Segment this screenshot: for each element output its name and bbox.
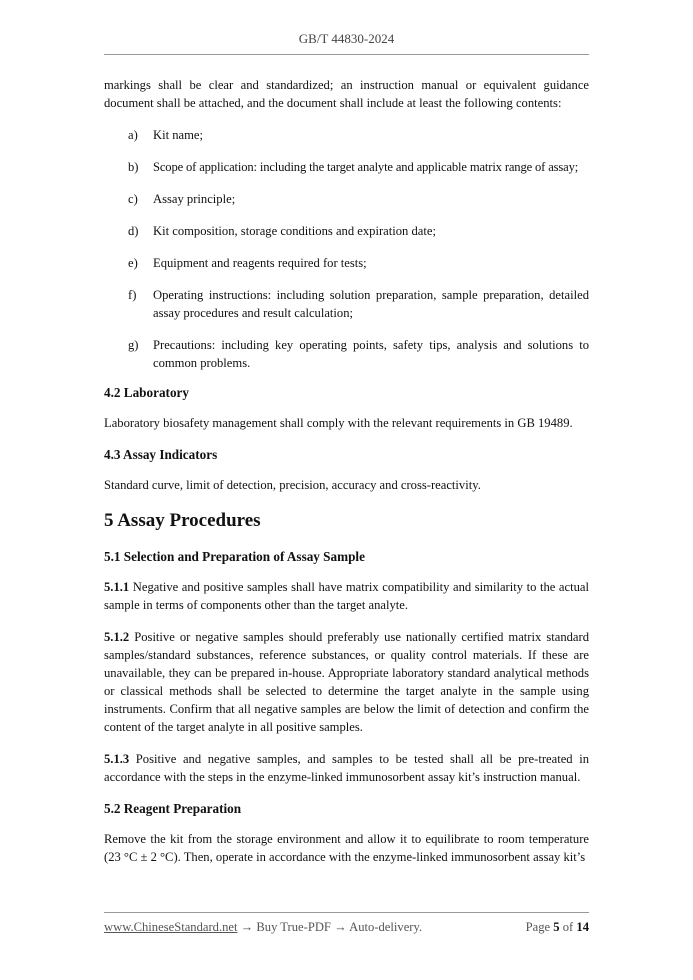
list-marker: g) — [128, 338, 139, 352]
list-item — [104, 158, 589, 176]
section-4-3-body: Standard curve, limit of detection, precision, accuracy and cross-reactivity. — [104, 478, 481, 492]
clause-text: Positive or negative samples should preferably use nationally certified matrix standard samples/standard substances, reference substances, or quality control materials. If these are unavailable, they can be prepared in-house. Appropriate laboratory standard analytical methods or classical methods shall be selected to determine the target analyte in the sample using instruments. Confirm that all negative samples are below the limit of detection and confirm the content of the target analyte in all positive samples. — [104, 630, 589, 734]
clause-number: 5.1.1 — [104, 580, 130, 594]
page-body — [104, 76, 589, 866]
section-heading-5-2: 5.2 Reagent Preparation — [104, 801, 242, 816]
page-label: Page — [525, 920, 551, 934]
clause-text: Positive and negative samples, and samples to be tested shall all be pre-treated in accordance with the steps in the enzyme-linked immunosorbent assay kit’s instruction manual. — [104, 752, 589, 784]
clause-number: 5.1.2 — [104, 630, 130, 644]
list-text: Precautions: including key operating points, safety tips, analysis and solutions to common problems. — [153, 338, 589, 370]
list-item — [104, 336, 589, 372]
clause-5-1-2 — [104, 628, 589, 736]
list-item — [104, 190, 589, 208]
list-item — [104, 254, 589, 272]
chapter-heading-5: 5 Assay Procedures — [104, 510, 261, 531]
list-marker: d) — [128, 224, 139, 238]
footer-promo — [104, 920, 422, 935]
list-marker: c) — [128, 192, 138, 206]
of-label: of — [562, 920, 574, 934]
section-heading-4-2: 4.2 Laboratory — [104, 385, 189, 400]
footer-divider — [104, 912, 589, 913]
list-item — [104, 222, 589, 240]
list-item — [104, 126, 589, 144]
section-heading-5-1: 5.1 Selection and Preparation of Assay Sample — [104, 549, 365, 564]
clause-number: 5.1.3 — [104, 752, 130, 766]
section-4-2-body: Laboratory biosafety management shall comply with the relevant requirements in GB 19489. — [104, 416, 573, 430]
page-footer — [104, 920, 589, 935]
section-heading-4-3: 4.3 Assay Indicators — [104, 447, 218, 462]
section-5-2-body: Remove the kit from the storage environment and allow it to equilibrate to room temperature (23 °C ± 2 °C). Then, operate in accordance with the enzyme-linked immunosorbent assay kit’s — [104, 832, 589, 864]
list-text: Operating instructions: including solution preparation, sample preparation, detailed assay procedures and result calculation; — [153, 288, 589, 320]
list-text: Assay principle; — [153, 192, 236, 206]
list-marker: b) — [128, 160, 139, 174]
clause-text: Negative and positive samples shall have matrix compatibility and similarity to the actual sample in terms of components other than the target analyte. — [104, 580, 589, 612]
clause-5-1-3 — [104, 750, 589, 786]
site-link[interactable]: www.ChineseStandard.net — [104, 920, 238, 934]
list-marker: e) — [128, 256, 138, 270]
promo-text: → Buy True-PDF → Auto-delivery. — [237, 920, 423, 934]
list-text: Equipment and reagents required for tests; — [153, 256, 367, 270]
page-header: GB/T 44830-2024 — [298, 31, 395, 46]
contents-list — [104, 126, 589, 372]
total-pages: 14 — [576, 920, 589, 934]
list-text: Scope of application: including the target analyte and applicable matrix range of assay; — [153, 160, 579, 174]
list-text: Kit name; — [153, 128, 204, 142]
list-marker: f) — [128, 288, 137, 302]
list-item — [104, 286, 589, 322]
header-divider — [104, 54, 589, 55]
intro-paragraph: markings shall be clear and standardized; an instruction manual or equivalent guidance document shall be attached, and the document shall include at least the following contents: — [104, 78, 589, 110]
page-indicator — [526, 920, 589, 935]
list-text: Kit composition, storage conditions and expiration date; — [153, 224, 436, 238]
clause-5-1-1 — [104, 578, 589, 614]
list-marker: a) — [128, 128, 138, 142]
current-page: 5 — [553, 920, 560, 934]
